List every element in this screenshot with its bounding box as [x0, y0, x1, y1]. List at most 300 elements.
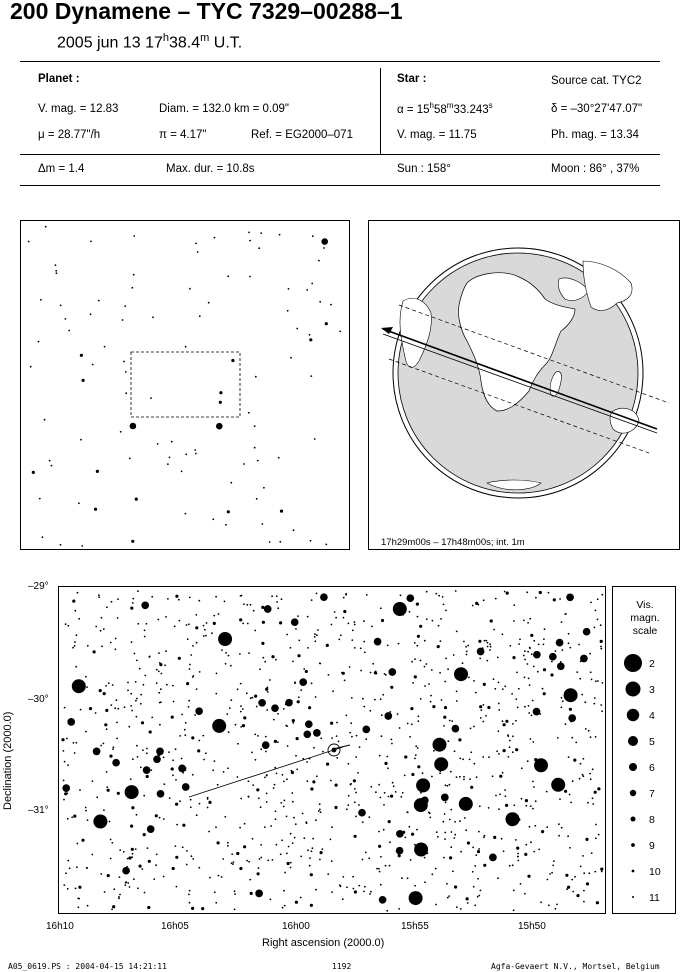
field-star	[466, 651, 468, 653]
field-star	[103, 809, 105, 811]
field-star	[276, 773, 278, 775]
field-star	[257, 872, 260, 875]
field-star	[334, 806, 337, 809]
field-star	[146, 775, 149, 778]
field-star	[270, 899, 272, 901]
field-star	[535, 597, 537, 599]
finder-star	[169, 457, 171, 459]
field-star	[319, 859, 321, 861]
field-star	[105, 709, 108, 712]
field-star	[76, 866, 78, 868]
xtick-5: 15h50	[518, 921, 546, 932]
field-star	[572, 780, 574, 782]
field-star	[276, 601, 278, 603]
field-star	[175, 845, 177, 847]
field-star	[359, 746, 361, 748]
field-star	[243, 845, 246, 848]
field-star	[551, 872, 553, 874]
field-star	[391, 743, 393, 745]
field-star	[319, 803, 321, 805]
field-star	[290, 833, 292, 835]
field-star	[239, 827, 241, 829]
field-star	[529, 826, 531, 828]
finder-star	[249, 240, 251, 242]
path-direction-arrow	[381, 327, 393, 334]
field-star	[310, 873, 313, 876]
field-star	[532, 808, 534, 810]
field-star	[266, 709, 268, 711]
field-star	[78, 886, 81, 889]
field-star	[140, 703, 142, 705]
field-star	[306, 761, 308, 763]
field-star	[153, 878, 155, 880]
field-star	[513, 890, 515, 892]
finder-star	[323, 247, 325, 249]
field-star	[477, 878, 479, 880]
field-star	[523, 655, 525, 657]
finder-star	[60, 544, 62, 546]
finder-star	[55, 264, 57, 266]
field-star	[87, 819, 89, 821]
field-star	[305, 720, 313, 728]
field-star	[513, 604, 515, 606]
field-star	[400, 594, 402, 596]
field-star	[442, 596, 444, 598]
field-star	[524, 893, 526, 895]
field-star	[520, 883, 522, 885]
field-star	[480, 890, 482, 892]
field-star	[515, 698, 517, 700]
field-star	[264, 777, 266, 779]
field-star	[203, 635, 205, 637]
page-title: 200 Dynamene – TYC 7329–00288–1	[10, 0, 403, 24]
field-star	[136, 745, 138, 747]
finder-star	[120, 431, 122, 433]
field-star	[591, 852, 593, 854]
field-star	[267, 860, 269, 862]
field-star	[231, 853, 233, 855]
field-star	[144, 675, 146, 677]
field-star	[189, 668, 191, 670]
field-star	[330, 722, 333, 725]
field-star	[76, 742, 78, 744]
field-star	[284, 800, 286, 802]
field-star	[597, 619, 599, 621]
field-star	[314, 640, 316, 642]
field-star	[539, 713, 541, 715]
field-star	[253, 610, 255, 612]
field-star	[396, 847, 404, 855]
field-star	[142, 749, 144, 751]
field-star	[556, 904, 558, 906]
field-star	[410, 707, 413, 710]
field-star	[320, 811, 322, 813]
field-star	[583, 872, 585, 874]
field-star	[562, 700, 564, 702]
field-star	[533, 651, 541, 659]
field-star	[217, 784, 219, 786]
field-star	[489, 643, 491, 645]
field-star	[534, 758, 548, 772]
field-star	[110, 704, 112, 706]
field-star	[111, 601, 113, 603]
field-star	[596, 901, 599, 904]
max-duration: Max. dur. = 10.8s	[166, 163, 255, 175]
field-star	[192, 676, 194, 678]
field-star	[533, 666, 535, 668]
field-star	[167, 598, 169, 600]
field-star	[414, 675, 417, 678]
field-star	[426, 591, 428, 593]
field-star	[100, 630, 102, 632]
field-star	[271, 655, 274, 658]
field-star	[370, 891, 372, 893]
field-star	[195, 626, 198, 629]
field-star	[590, 778, 592, 780]
field-star	[414, 658, 416, 660]
field-star	[462, 758, 464, 760]
field-star	[327, 873, 329, 875]
finder-star	[279, 541, 281, 543]
field-star	[463, 776, 465, 778]
field-star	[597, 680, 599, 682]
field-star	[303, 837, 305, 839]
field-star	[134, 653, 136, 655]
field-star	[410, 859, 412, 861]
field-star	[266, 774, 268, 776]
field-star	[424, 857, 426, 859]
field-star	[225, 652, 227, 654]
field-star	[297, 615, 299, 617]
field-star	[262, 621, 265, 624]
field-star	[442, 821, 444, 823]
field-star	[318, 810, 320, 812]
field-star	[72, 679, 86, 693]
field-star	[585, 838, 588, 841]
field-star	[315, 889, 317, 891]
field-star	[204, 629, 206, 631]
field-star	[114, 707, 116, 709]
field-star	[597, 598, 599, 600]
field-star	[395, 791, 397, 793]
field-star	[251, 752, 253, 754]
field-star	[358, 809, 366, 817]
field-star	[414, 843, 428, 857]
field-star	[460, 851, 462, 853]
field-star	[95, 626, 97, 628]
field-star	[155, 864, 157, 866]
field-star	[374, 699, 376, 701]
field-star	[290, 867, 292, 869]
field-star	[552, 865, 554, 867]
field-star	[228, 655, 230, 657]
field-star	[340, 885, 342, 887]
field-star	[172, 774, 174, 776]
field-star	[378, 784, 380, 786]
field-star	[77, 898, 79, 900]
globe-map	[369, 221, 680, 551]
field-star	[590, 602, 592, 604]
field-star	[453, 837, 455, 839]
field-star	[74, 610, 76, 612]
field-star	[379, 871, 381, 873]
field-star	[243, 603, 245, 605]
finder-star	[135, 498, 138, 501]
field-star	[503, 749, 506, 752]
field-star	[207, 807, 209, 809]
field-star	[195, 707, 203, 715]
field-star	[195, 614, 197, 616]
field-star	[487, 642, 489, 644]
field-star	[190, 806, 192, 808]
field-star	[580, 655, 588, 663]
finder-star	[339, 330, 341, 332]
field-star	[104, 723, 107, 726]
field-star	[530, 738, 532, 740]
field-star	[250, 892, 253, 895]
field-star	[73, 742, 75, 744]
field-star	[478, 831, 480, 833]
field-star	[397, 713, 399, 715]
field-star	[252, 838, 254, 840]
finder-star	[325, 322, 328, 325]
field-star	[103, 692, 106, 695]
field-star	[496, 750, 498, 752]
field-star	[316, 634, 318, 636]
field-star	[385, 674, 387, 676]
field-star	[130, 705, 132, 707]
field-star	[344, 680, 346, 682]
field-star	[509, 645, 511, 647]
footer-file: A05_0619.PS : 2004-04-15 14:21:11	[8, 962, 167, 971]
field-star	[582, 855, 584, 857]
field-star	[376, 868, 378, 870]
field-star	[404, 775, 406, 777]
header-rule-bottom	[20, 185, 660, 186]
field-star	[311, 599, 313, 601]
field-star	[548, 904, 550, 906]
field-star	[463, 641, 465, 643]
finder-star	[80, 439, 82, 441]
field-star	[209, 877, 211, 879]
finder-star	[310, 540, 312, 542]
finder-star	[227, 510, 230, 513]
field-star	[343, 597, 345, 599]
field-star	[335, 784, 338, 787]
field-star	[389, 841, 391, 843]
field-star	[143, 795, 145, 797]
field-star	[551, 661, 553, 663]
field-star	[362, 726, 370, 734]
field-star	[342, 876, 344, 878]
field-star	[69, 867, 71, 869]
field-star	[237, 688, 239, 690]
field-star	[283, 708, 285, 710]
finder-star	[195, 243, 197, 245]
field-star	[163, 783, 165, 785]
field-star	[228, 731, 230, 733]
field-star	[285, 699, 293, 707]
field-star	[277, 713, 279, 715]
field-star	[282, 774, 284, 776]
field-star	[378, 845, 381, 848]
field-star	[144, 630, 146, 632]
field-star	[355, 816, 357, 818]
field-star	[538, 712, 540, 714]
field-star	[456, 700, 458, 702]
field-star	[141, 721, 144, 724]
field-star	[474, 865, 476, 867]
field-star	[131, 848, 134, 851]
field-star	[498, 753, 500, 755]
field-star	[336, 722, 338, 724]
field-star	[240, 711, 242, 713]
field-star	[588, 872, 590, 874]
field-star	[472, 847, 474, 849]
field-star	[252, 697, 254, 699]
finder-star	[92, 364, 94, 366]
field-star	[424, 666, 426, 668]
field-star	[487, 706, 490, 709]
finder-star	[293, 529, 295, 531]
finder-star	[194, 449, 196, 451]
field-star	[157, 790, 165, 798]
field-star	[259, 668, 261, 670]
field-star	[328, 674, 330, 676]
finder-star	[269, 541, 271, 543]
field-star	[502, 633, 504, 635]
field-star	[237, 776, 239, 778]
field-star	[194, 714, 196, 716]
field-star	[407, 877, 409, 879]
field-star	[163, 757, 165, 759]
field-star	[565, 874, 568, 877]
star-declination: δ = –30°27'47.07"	[551, 103, 643, 115]
field-star	[601, 871, 603, 873]
field-star	[509, 740, 511, 742]
field-star	[482, 721, 484, 723]
field-star	[417, 747, 419, 749]
field-star	[136, 716, 138, 718]
field-star	[505, 804, 508, 807]
field-star	[490, 646, 492, 648]
field-star	[264, 826, 266, 828]
field-star	[101, 645, 103, 647]
field-star	[384, 712, 392, 720]
sun-elongation: Sun : 158°	[397, 163, 451, 175]
field-star	[105, 685, 107, 687]
field-star	[79, 789, 81, 791]
field-star	[153, 755, 161, 763]
field-star	[349, 666, 351, 668]
field-star	[398, 854, 401, 857]
field-star	[286, 634, 288, 636]
field-star	[294, 837, 296, 839]
field-star	[497, 657, 499, 659]
field-star	[531, 653, 533, 655]
field-star	[389, 865, 391, 867]
footer-page: 1192	[332, 962, 352, 971]
field-star	[116, 699, 118, 701]
field-star	[594, 627, 596, 629]
field-star	[378, 831, 380, 833]
field-star	[388, 820, 391, 823]
legend-magnitude-label: 9	[649, 840, 655, 852]
y-axis-label: Declination (2000.0)	[2, 711, 14, 810]
field-star	[159, 724, 161, 726]
field-star	[313, 747, 315, 749]
field-star	[199, 803, 201, 805]
field-star	[266, 689, 268, 691]
field-star	[308, 706, 311, 709]
field-star	[205, 635, 207, 637]
finder-star	[56, 272, 58, 274]
finder-star	[38, 341, 40, 343]
field-star	[280, 853, 282, 855]
field-star	[106, 786, 108, 788]
field-star	[291, 792, 293, 794]
field-star	[451, 720, 453, 722]
field-star	[445, 610, 447, 612]
field-star	[127, 858, 129, 860]
field-star	[218, 613, 220, 615]
field-star	[416, 778, 430, 792]
field-star	[72, 600, 75, 603]
field-star	[262, 657, 264, 659]
field-star	[445, 784, 447, 786]
finder-star	[133, 235, 135, 237]
field-star	[527, 622, 529, 624]
field-star	[381, 714, 383, 716]
field-star	[189, 597, 191, 599]
field-star	[284, 872, 286, 874]
field-star	[388, 668, 396, 676]
field-star	[483, 836, 485, 838]
field-star	[294, 682, 296, 684]
field-star	[390, 795, 393, 798]
legend-title: Vis. magn. scale	[630, 599, 660, 637]
field-star	[218, 632, 232, 646]
field-star	[131, 806, 134, 809]
field-star	[127, 682, 129, 684]
field-star	[515, 839, 517, 841]
field-star	[499, 794, 501, 796]
finder-star	[197, 251, 199, 253]
field-star	[557, 662, 565, 670]
field-star	[136, 814, 138, 816]
field-star	[590, 736, 592, 738]
field-star	[63, 750, 65, 752]
finder-star	[248, 412, 250, 414]
field-star	[527, 760, 529, 762]
field-star	[528, 678, 530, 680]
field-star	[595, 736, 597, 738]
field-star	[295, 901, 298, 904]
field-star	[299, 678, 307, 686]
field-star	[172, 759, 174, 761]
field-star	[225, 663, 227, 665]
field-star	[248, 861, 250, 863]
field-star	[524, 853, 527, 856]
field-star	[541, 830, 544, 833]
field-star	[475, 602, 478, 605]
field-star	[178, 599, 180, 601]
field-star	[569, 647, 571, 649]
field-star	[379, 896, 387, 904]
finder-star	[125, 371, 127, 373]
xtick-2: 16h05	[161, 921, 189, 932]
field-star	[416, 603, 419, 606]
